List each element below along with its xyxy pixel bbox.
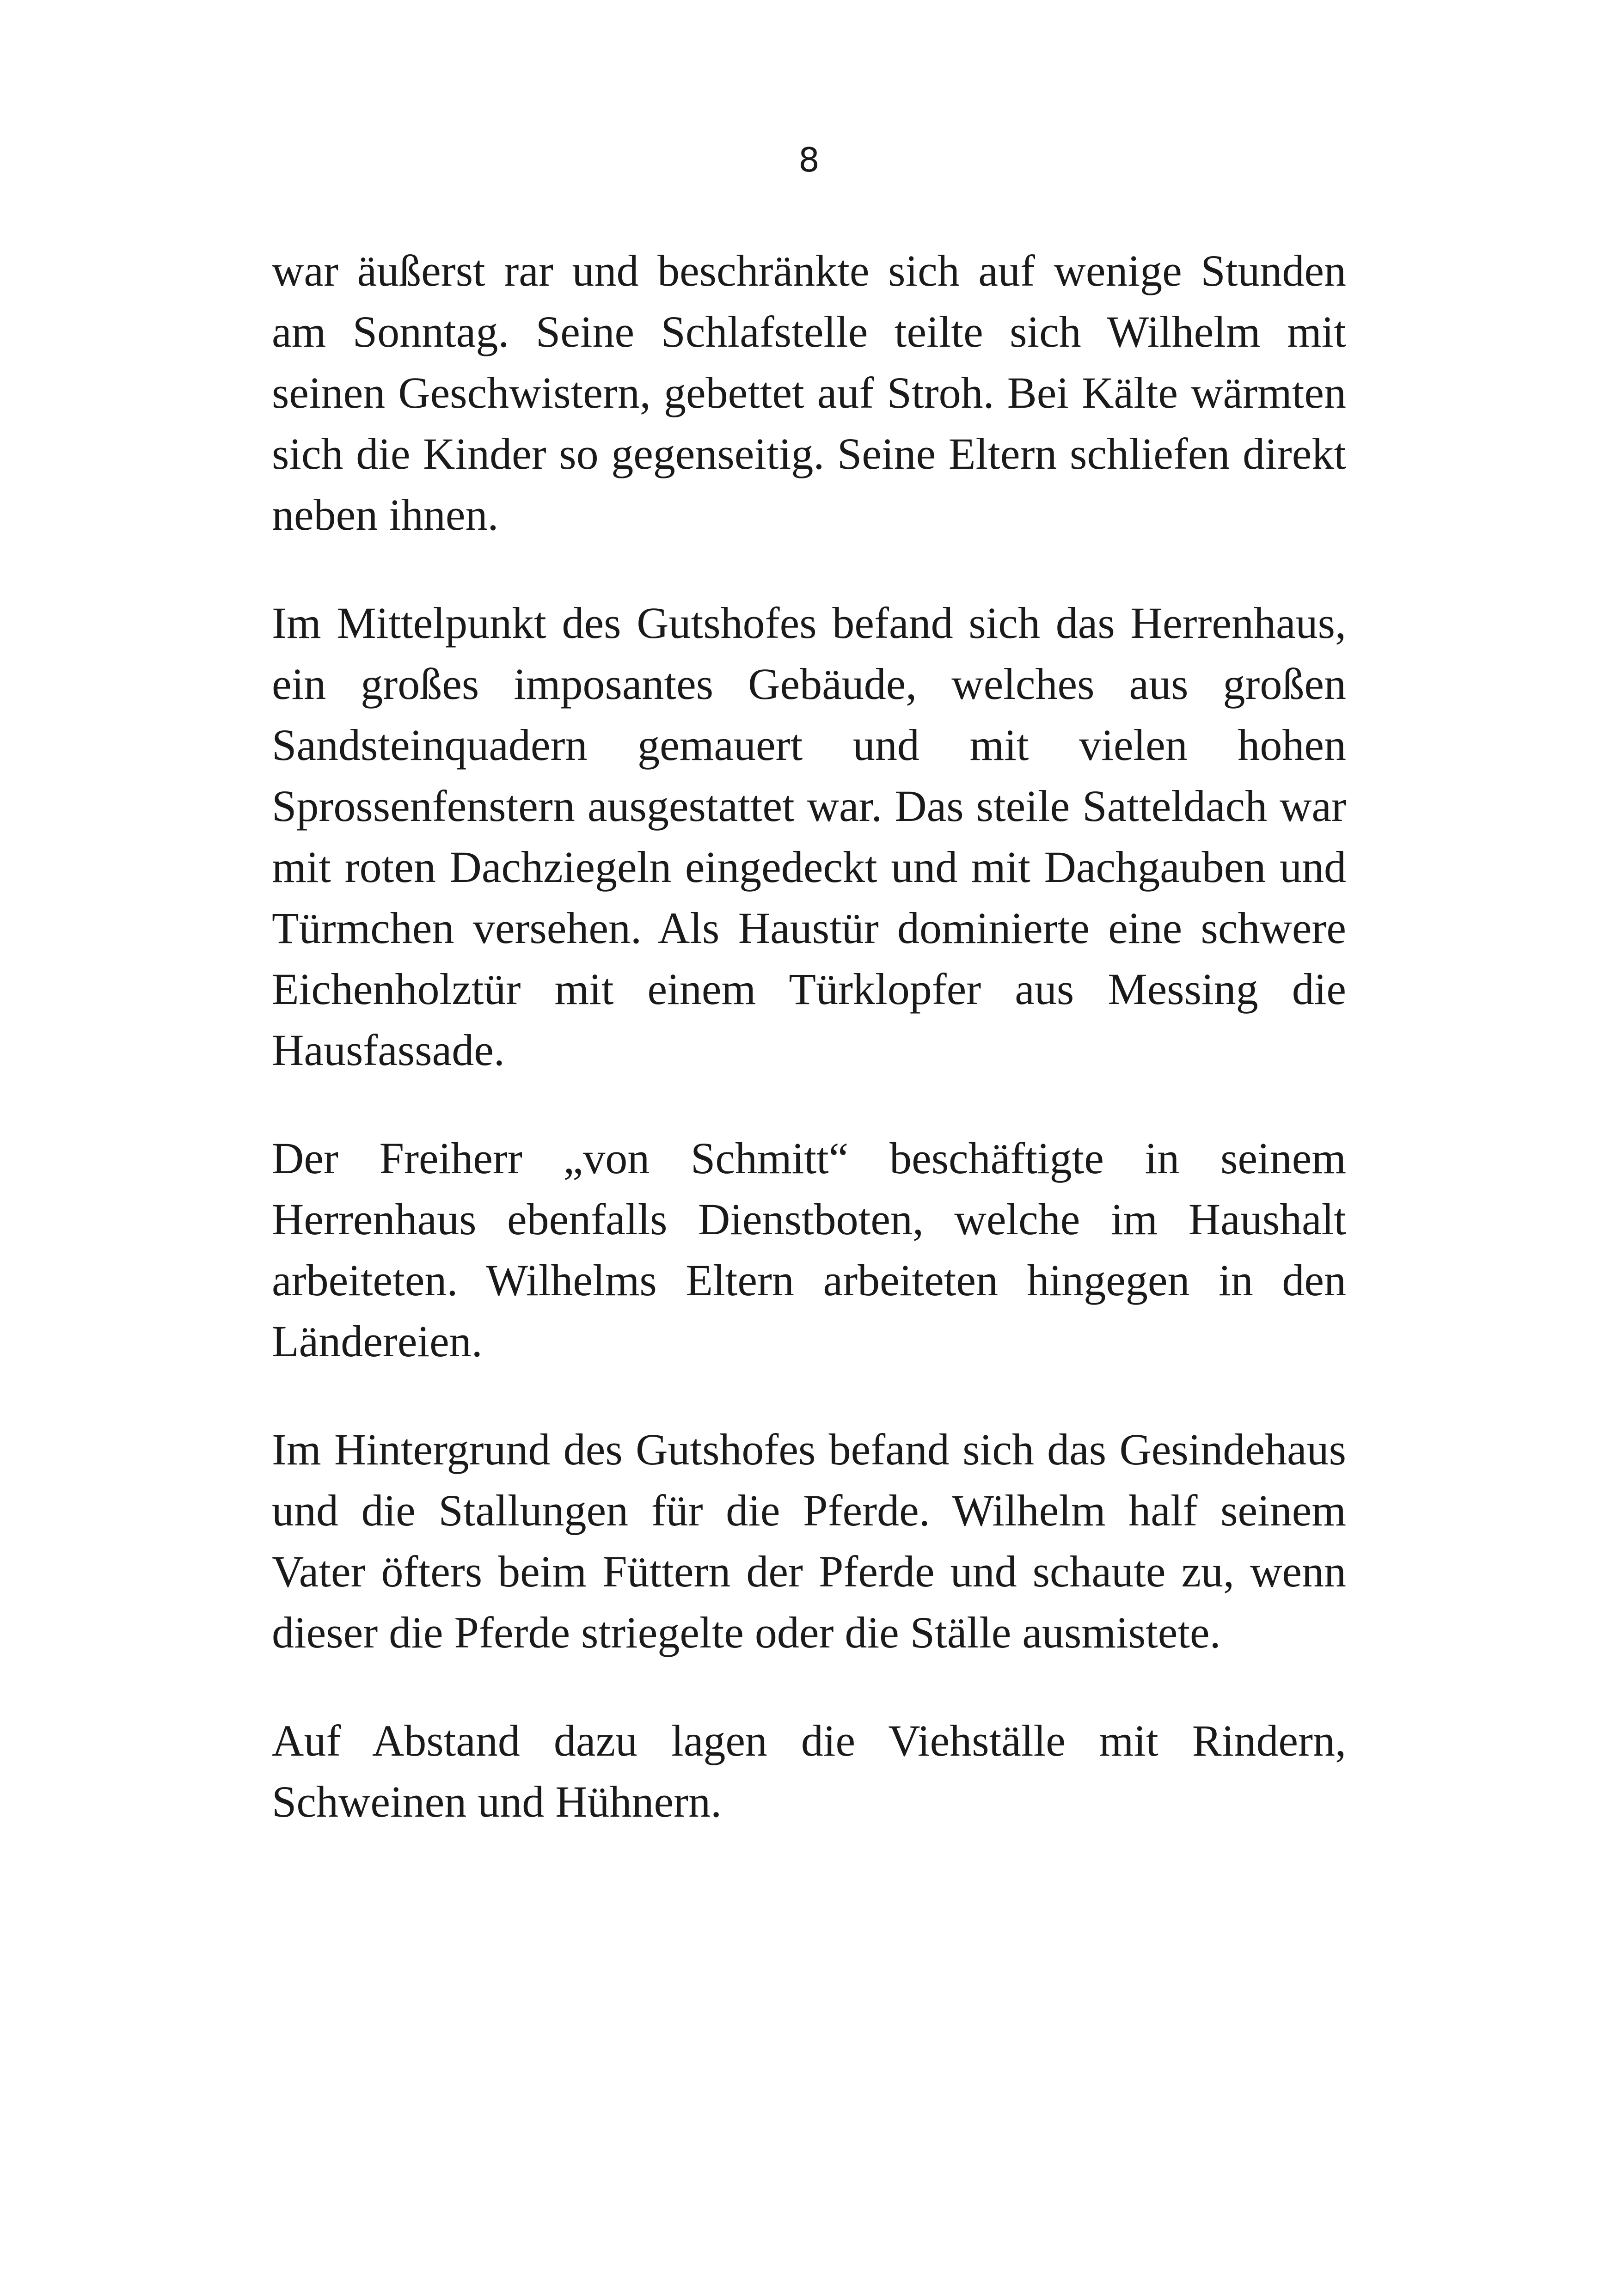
paragraph-3: Der Freiherr „von Schmitt“ beschäftigte in seinem Herrenhaus ebenfalls Dienstboten, welche im Haushalt arbeiteten. Wilhelms Eltern arbeiteten hingegen in den Ländereien. [272,1133,1346,1366]
paragraph-2: Im Mittelpunkt des Gutshofes befand sich das Herrenhaus, ein großes imposantes Gebäude, welches aus großen Sandsteinquadern gemauert und mit vielen hohen Sprossenfenstern ausgestattet war. Das steile Satteldach war mit roten Dachziegeln eingedeckt und mit Dachgauben und Türmchen versehen. Als Haustür dominierte eine schwere Eichenholztür mit einem Türklopfer aus Messing die Hausfassade. [272,598,1346,1075]
paragraph-4: Im Hintergrund des Gutshofes befand sich das Gesindehaus und die Stallungen für die Pferde. Wilhelm half seinem Vater öfters beim Füttern der Pferde und schaute zu, wenn dieser die Pferde striegelte oder die Ställe ausmistete. [272,1425,1346,1657]
paragraph-5: Auf Abstand dazu lagen die Viehställe mit Rindern, Schweinen und Hühnern. [272,1716,1346,1826]
page-number: 8 [798,141,820,179]
body-text [272,240,1346,1880]
paragraph-1: war äußerst rar und beschränkte sich auf wenige Stunden am Sonntag. Seine Schlafstelle teilte sich Wilhelm mit seinen Geschwistern, gebettet auf Stroh. Bei Kälte wärmten sich die Kinder so gegenseitig. Seine Eltern schliefen direkt neben ihnen. [272,246,1346,539]
